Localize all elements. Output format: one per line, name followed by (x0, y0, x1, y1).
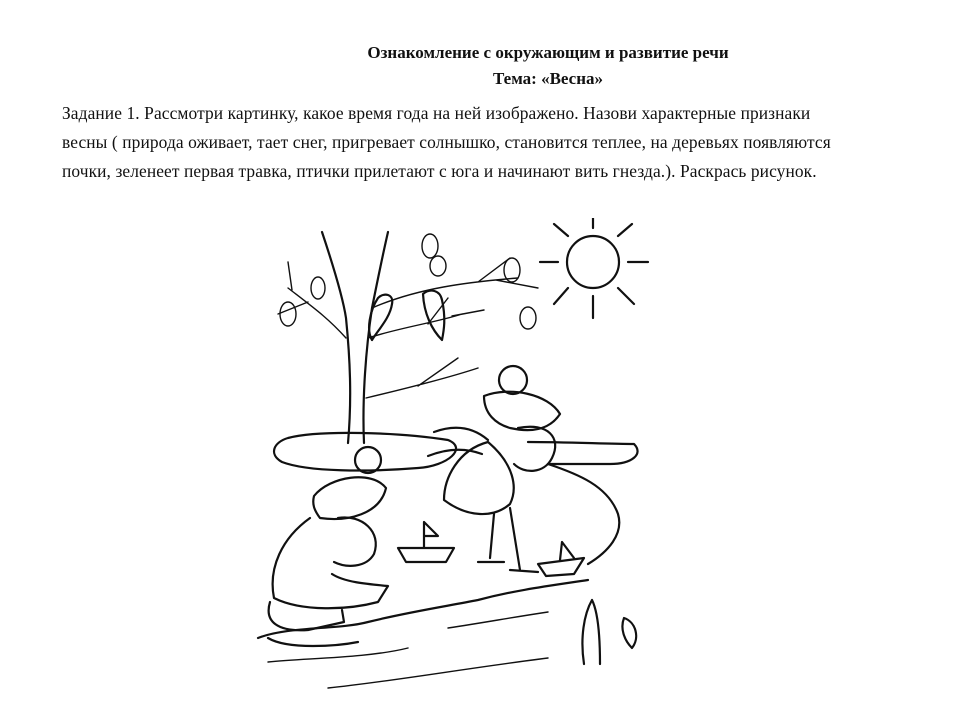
document-title (0, 40, 960, 92)
bird-icon (369, 291, 444, 340)
girl-icon (428, 366, 560, 572)
title-line-subject: Ознакомление с окружающим и развитие речи (367, 43, 729, 62)
spring-coloring-illustration-icon (248, 218, 668, 708)
sun-icon (540, 218, 648, 318)
boy-icon (268, 447, 388, 646)
task-paragraph: Задание 1. Рассмотри картинку, какое время года на ней изображено. Назови характерные признаки весны ( природа оживает, тает снег, пригревает солнышко, становится теплее, на деревьях появляются почки, зеленеет первая травка, птички прилетают с юга и начинают вить гнезда.). Раскрась рисунок. (62, 103, 831, 181)
title-line-topic: Тема: «Весна» (492, 69, 604, 88)
snowdrop-icon (582, 600, 636, 664)
tree-icon (274, 232, 538, 470)
